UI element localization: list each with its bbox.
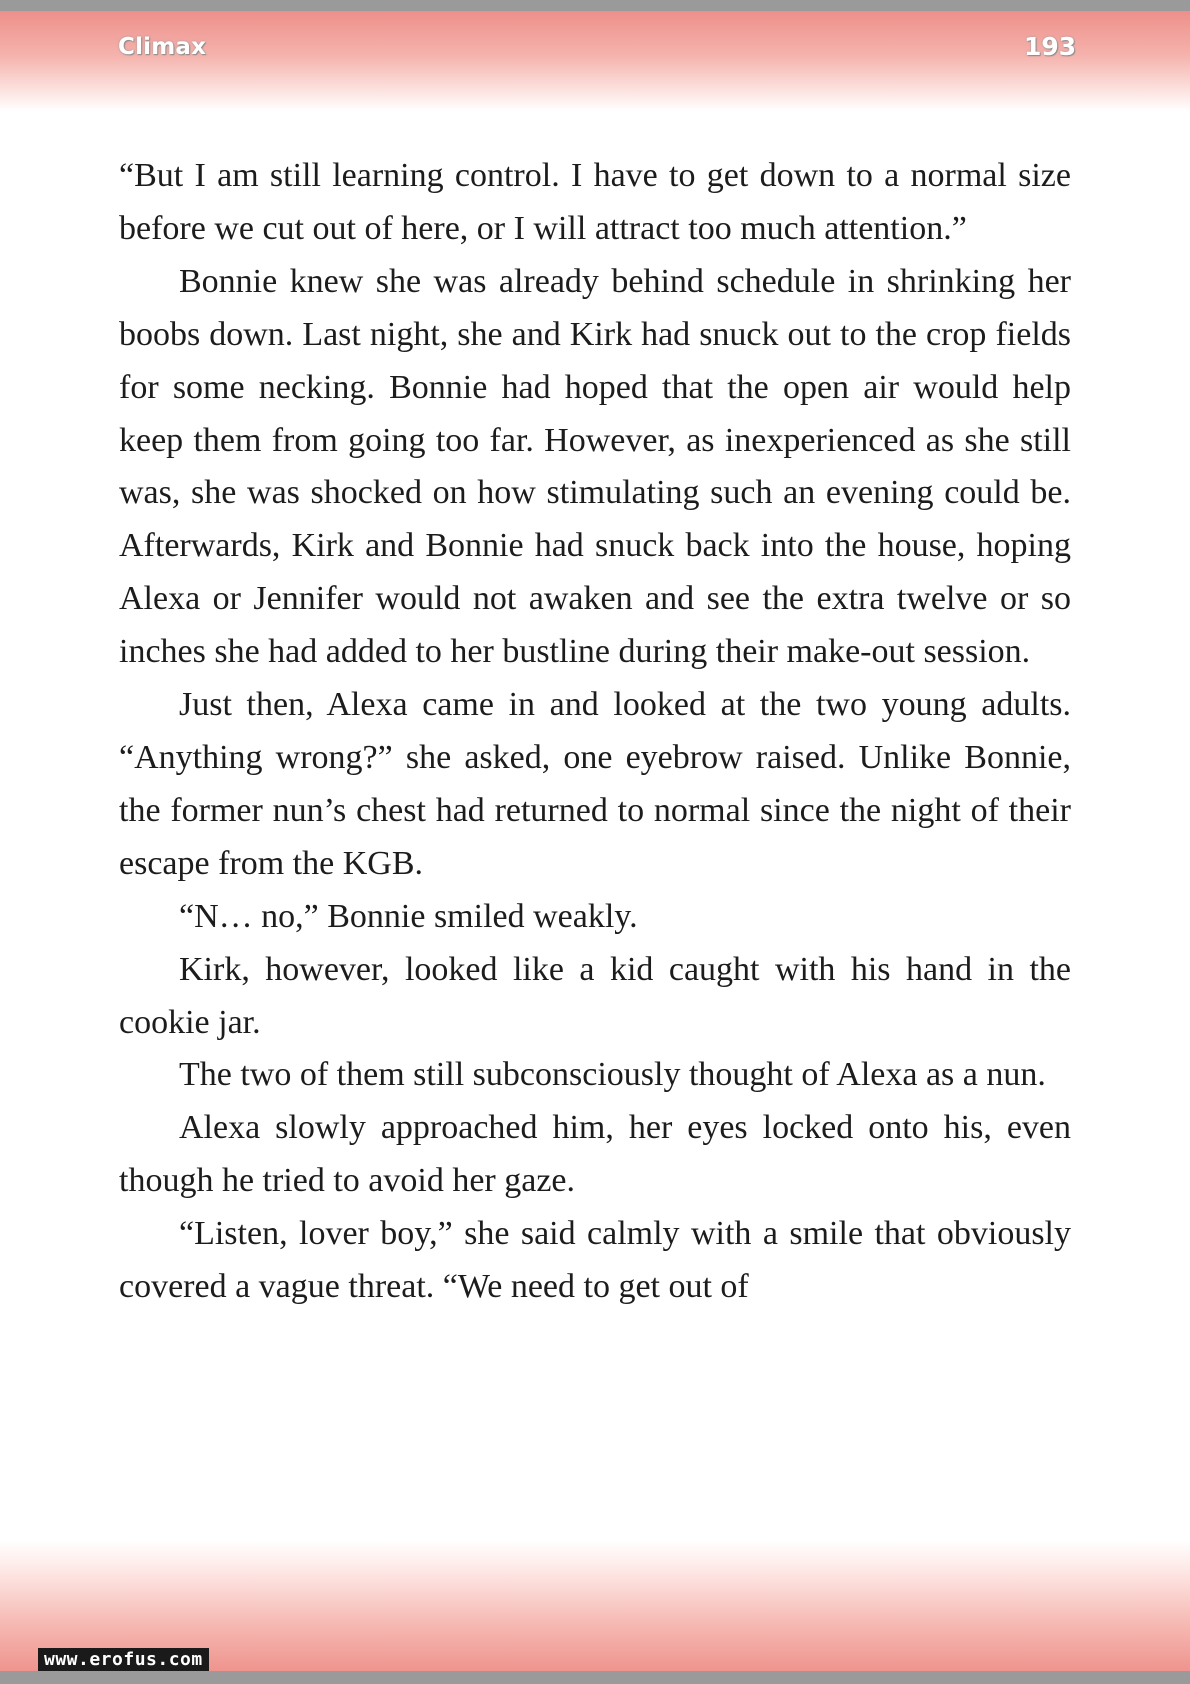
page-number: 193 [1024,32,1077,61]
paragraph-5: Kirk, however, looked like a kid caught with his hand in the cookie jar. [119,950,1071,1041]
watermark: www.erofus.com [38,1648,209,1671]
running-title: Climax [118,34,207,60]
paragraph-6: The two of them still subconsciously thought of Alexa as a nun. [179,1056,1046,1094]
paragraph-4: “N… no,” Bonnie smiled weakly. [179,897,638,935]
paragraph-2: Bonnie knew she was already behind schedule in shrinking her boobs down. Last night, she and Kirk had snuck out to the crop fields for some necking. Bonnie had hoped that the open air would help keep them from going too far. However, as inexperienced as she still was, she was shocked on how stimulating such an evening could be. Afterwards, Kirk and Bonnie had snuck back into the house, hoping Alexa or Jennifer would not awaken and see the extra twelve or so inches she had added to her bustline during their make-out session. [119,262,1071,671]
paragraph-7: Alexa slowly approached him, her eyes locked onto his, even though he tried to avoid her gaze. [119,1109,1071,1200]
bottom-border [0,1671,1190,1684]
page-body [119,150,1071,1314]
paragraph-3: Just then, Alexa came in and looked at the two young adults. “Anything wrong?” she asked, one eyebrow raised. Unlike Bonnie, the former nun’s chest had returned to normal since the night of their escape from the KGB. [119,686,1071,882]
paragraph-8: “Listen, lover boy,” she said calmly with a smile that obviously covered a vague threat. “We need to get out of [119,1215,1071,1306]
paragraph-1: “But I am still learning control. I have to get down to a normal size before we cut out of here, or I will attract too much attention.” [119,157,1071,247]
top-border [0,0,1190,11]
header-band [0,11,1190,111]
